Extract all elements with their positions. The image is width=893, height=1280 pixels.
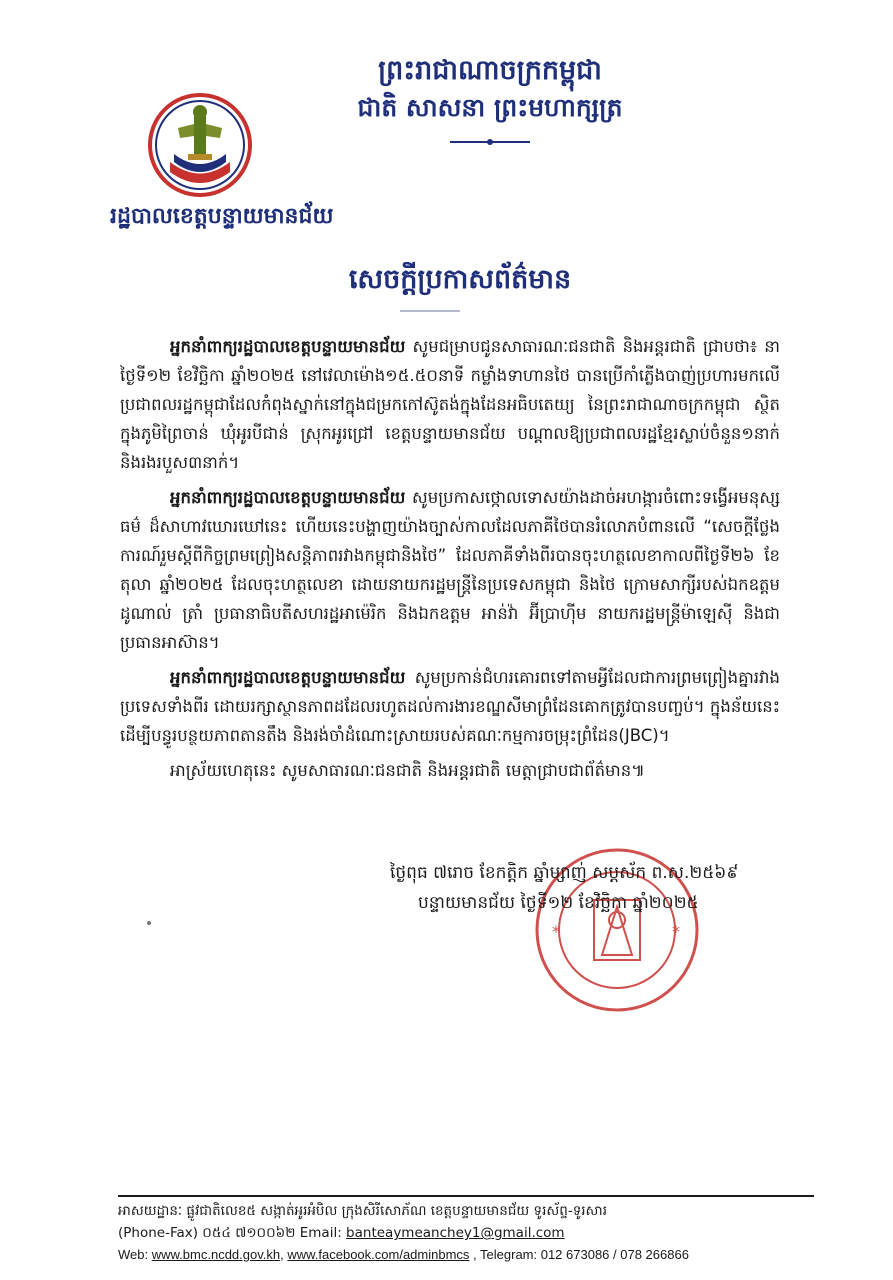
paragraph-4 — [120, 756, 780, 785]
spokesperson-label: អ្នកនាំពាក្យរដ្ឋបាលខេត្តបន្ទាយមានជ័យ — [170, 488, 406, 507]
paragraph-2 — [120, 483, 780, 657]
date-block — [390, 858, 810, 918]
paragraph-text: សូមប្រកាន់ជំហរគោរពទៅតាមអ្វីដែលជាការព្រមព្រៀងគ្នារវាងប្រទេសទាំងពីរ ដោយរក្សាស្ថានភាពដដែលរហូតដល់ការងារខណ្ឌសីមាព្រំដែនគោកត្រូវបានបញ្ចប់។ ក្នុងន័យនេះ ដើម្បីបន្ធូរបន្ថយភាពតានតឹង និងរង់ចាំដំណោះស្រាយរបស់គណៈកម្មការចម្រុះព្រំដែន(JBC)។ — [120, 668, 780, 745]
footer-web: Web: www.bmc.ncdd.gov.kh, www.facebook.com/adminbmcs , Telegram: 012 673086 / 078 266866 — [118, 1247, 689, 1262]
email-link[interactable]: banteaymeanchey1@gmail.com — [346, 1225, 565, 1241]
title-divider-icon — [400, 308, 460, 314]
svg-text:*: * — [552, 922, 560, 941]
provincial-logo — [148, 90, 252, 200]
footer-contact — [118, 1222, 818, 1244]
footer-divider — [118, 1195, 814, 1197]
administration-name: រដ្ឋបាលខេត្តបន្ទាយមានជ័យ — [110, 204, 334, 229]
paragraph-text: សូមប្រកាសថ្កោលទោសយ៉ាងដាច់អហង្ការចំពោះទង្វើអមនុស្សធម៌ ដ៏សាហាវឃោរឃៅនេះ ហើយនេះបង្ហាញយ៉ាងច្បាស់កាលដែលភាគីថៃបានរំលោភបំពានលើ “សេចក្តីថ្លែងការណ៍រួមស្តីពីកិច្ចព្រមព្រៀងសន្តិភាពរវាងកម្ពុជានិងថៃ” ដែលភាគីទាំងពីរបានចុះហត្ថលេខាកាលពីថ្ងៃទី២៦ ខែតុលា ឆ្នាំ២០២៥ ដែលចុះហត្ថលេខា ដោយនាយករដ្ឋមន្ត្រីនៃប្រទេសកម្ពុជា និងថៃ ក្រោមសាក្សីរបស់ឯកឧត្តម ដូណាល់ ត្រាំ ប្រធានាធិបតីសហរដ្ឋអាម៉េរិក និងឯកឧត្តម អាន់វ៉ា អ៊ីប្រាហ៊ីម នាយករដ្ឋមន្ត្រីម៉ាឡេស៊ី និងជាប្រធានអាស៊ាន។ — [120, 488, 780, 652]
kingdom-header — [300, 52, 680, 146]
document-title: សេចក្តីប្រកាសព័ត៌មាន — [348, 264, 572, 295]
kingdom-title: ព្រះរាជាណាចក្រកម្ពុជា — [378, 55, 602, 86]
national-motto: ជាតិ សាសនា ព្រះមហាក្សត្រ — [357, 93, 623, 122]
phone-fax: (Phone-Fax) ០៥៤ ៧១០០៦២ Email: — [118, 1225, 342, 1241]
footer — [118, 1200, 818, 1266]
ornament-divider-icon — [450, 138, 530, 146]
speck — [147, 921, 151, 925]
lunar-date: ថ្ងៃពុធ ៧រោច ខែកត្តិក ឆ្នាំម្សាញ់ សប្តស័ក ព.ស.២៥៦៩ — [390, 863, 739, 883]
paragraph-3 — [120, 663, 780, 750]
announcement-body — [120, 332, 780, 791]
facebook-link[interactable]: www.facebook.com/adminbmcs — [287, 1247, 470, 1262]
footer-address: អាសយដ្ឋានៈ ផ្លូវជាតិលេខ៥ សង្កាត់អូរអំបិល ក្រុងសិរីសោភ័ណ ខេត្តបន្ទាយមានជ័យ ទូរស័ព្ទ-ទូរសារ — [118, 1203, 607, 1219]
solar-date: បន្ទាយមានជ័យ ថ្ងៃទី១២ ខែវិច្ឆិកា ឆ្នាំ២០២៥ — [418, 893, 699, 913]
paragraph-1 — [120, 332, 780, 477]
telegram-contact: , Telegram: 012 673086 / 078 266866 — [473, 1247, 689, 1262]
spokesperson-label: អ្នកនាំពាក្យរដ្ឋបាលខេត្តបន្ទាយមានជ័យ — [170, 668, 406, 687]
paragraph-text: សូមជម្រាបជូនសាធារណៈជនជាតិ និងអន្តរជាតិ ជ្រាបថា៖ នាថ្ងៃទី១២ ខែវិច្ឆិកា ឆ្នាំ២០២៥ នៅវេលាម៉ោង១៥.៥០នាទី កម្លាំងទាហានថៃ បានប្រើកាំភ្លើងបាញ់ប្រហារមកលើប្រជាពលរដ្ឋកម្ពុជាដែលកំពុងស្នាក់នៅក្នុងជម្រកកៅស៊ូតង់ក្នុងដែនអធិបតេយ្យ នៃព្រះរាជាណាចក្រកម្ពុជា ស្ថិតក្នុងភូមិព្រៃចាន់ ឃុំអូរបីជាន់ ស្រុកអូរជ្រៅ ខេត្តបន្ទាយមានជ័យ បណ្តាលឱ្យប្រជាពលរដ្ឋខ្មែរស្លាប់ចំនួន១នាក់ និងរងរបួស៣នាក់។ — [120, 337, 780, 472]
svg-text:*: * — [672, 922, 680, 941]
website-link[interactable]: www.bmc.ncdd.gov.kh — [151, 1247, 281, 1262]
web-label: Web: — [118, 1247, 149, 1262]
paragraph-text: អាស្រ័យហេតុនេះ សូមសាធារណៈជនជាតិ និងអន្តរជាតិ មេត្តាជ្រាបជាព័ត៌មាន៕ — [170, 761, 645, 780]
spokesperson-label: អ្នកនាំពាក្យរដ្ឋបាលខេត្តបន្ទាយមានជ័យ — [170, 337, 406, 356]
